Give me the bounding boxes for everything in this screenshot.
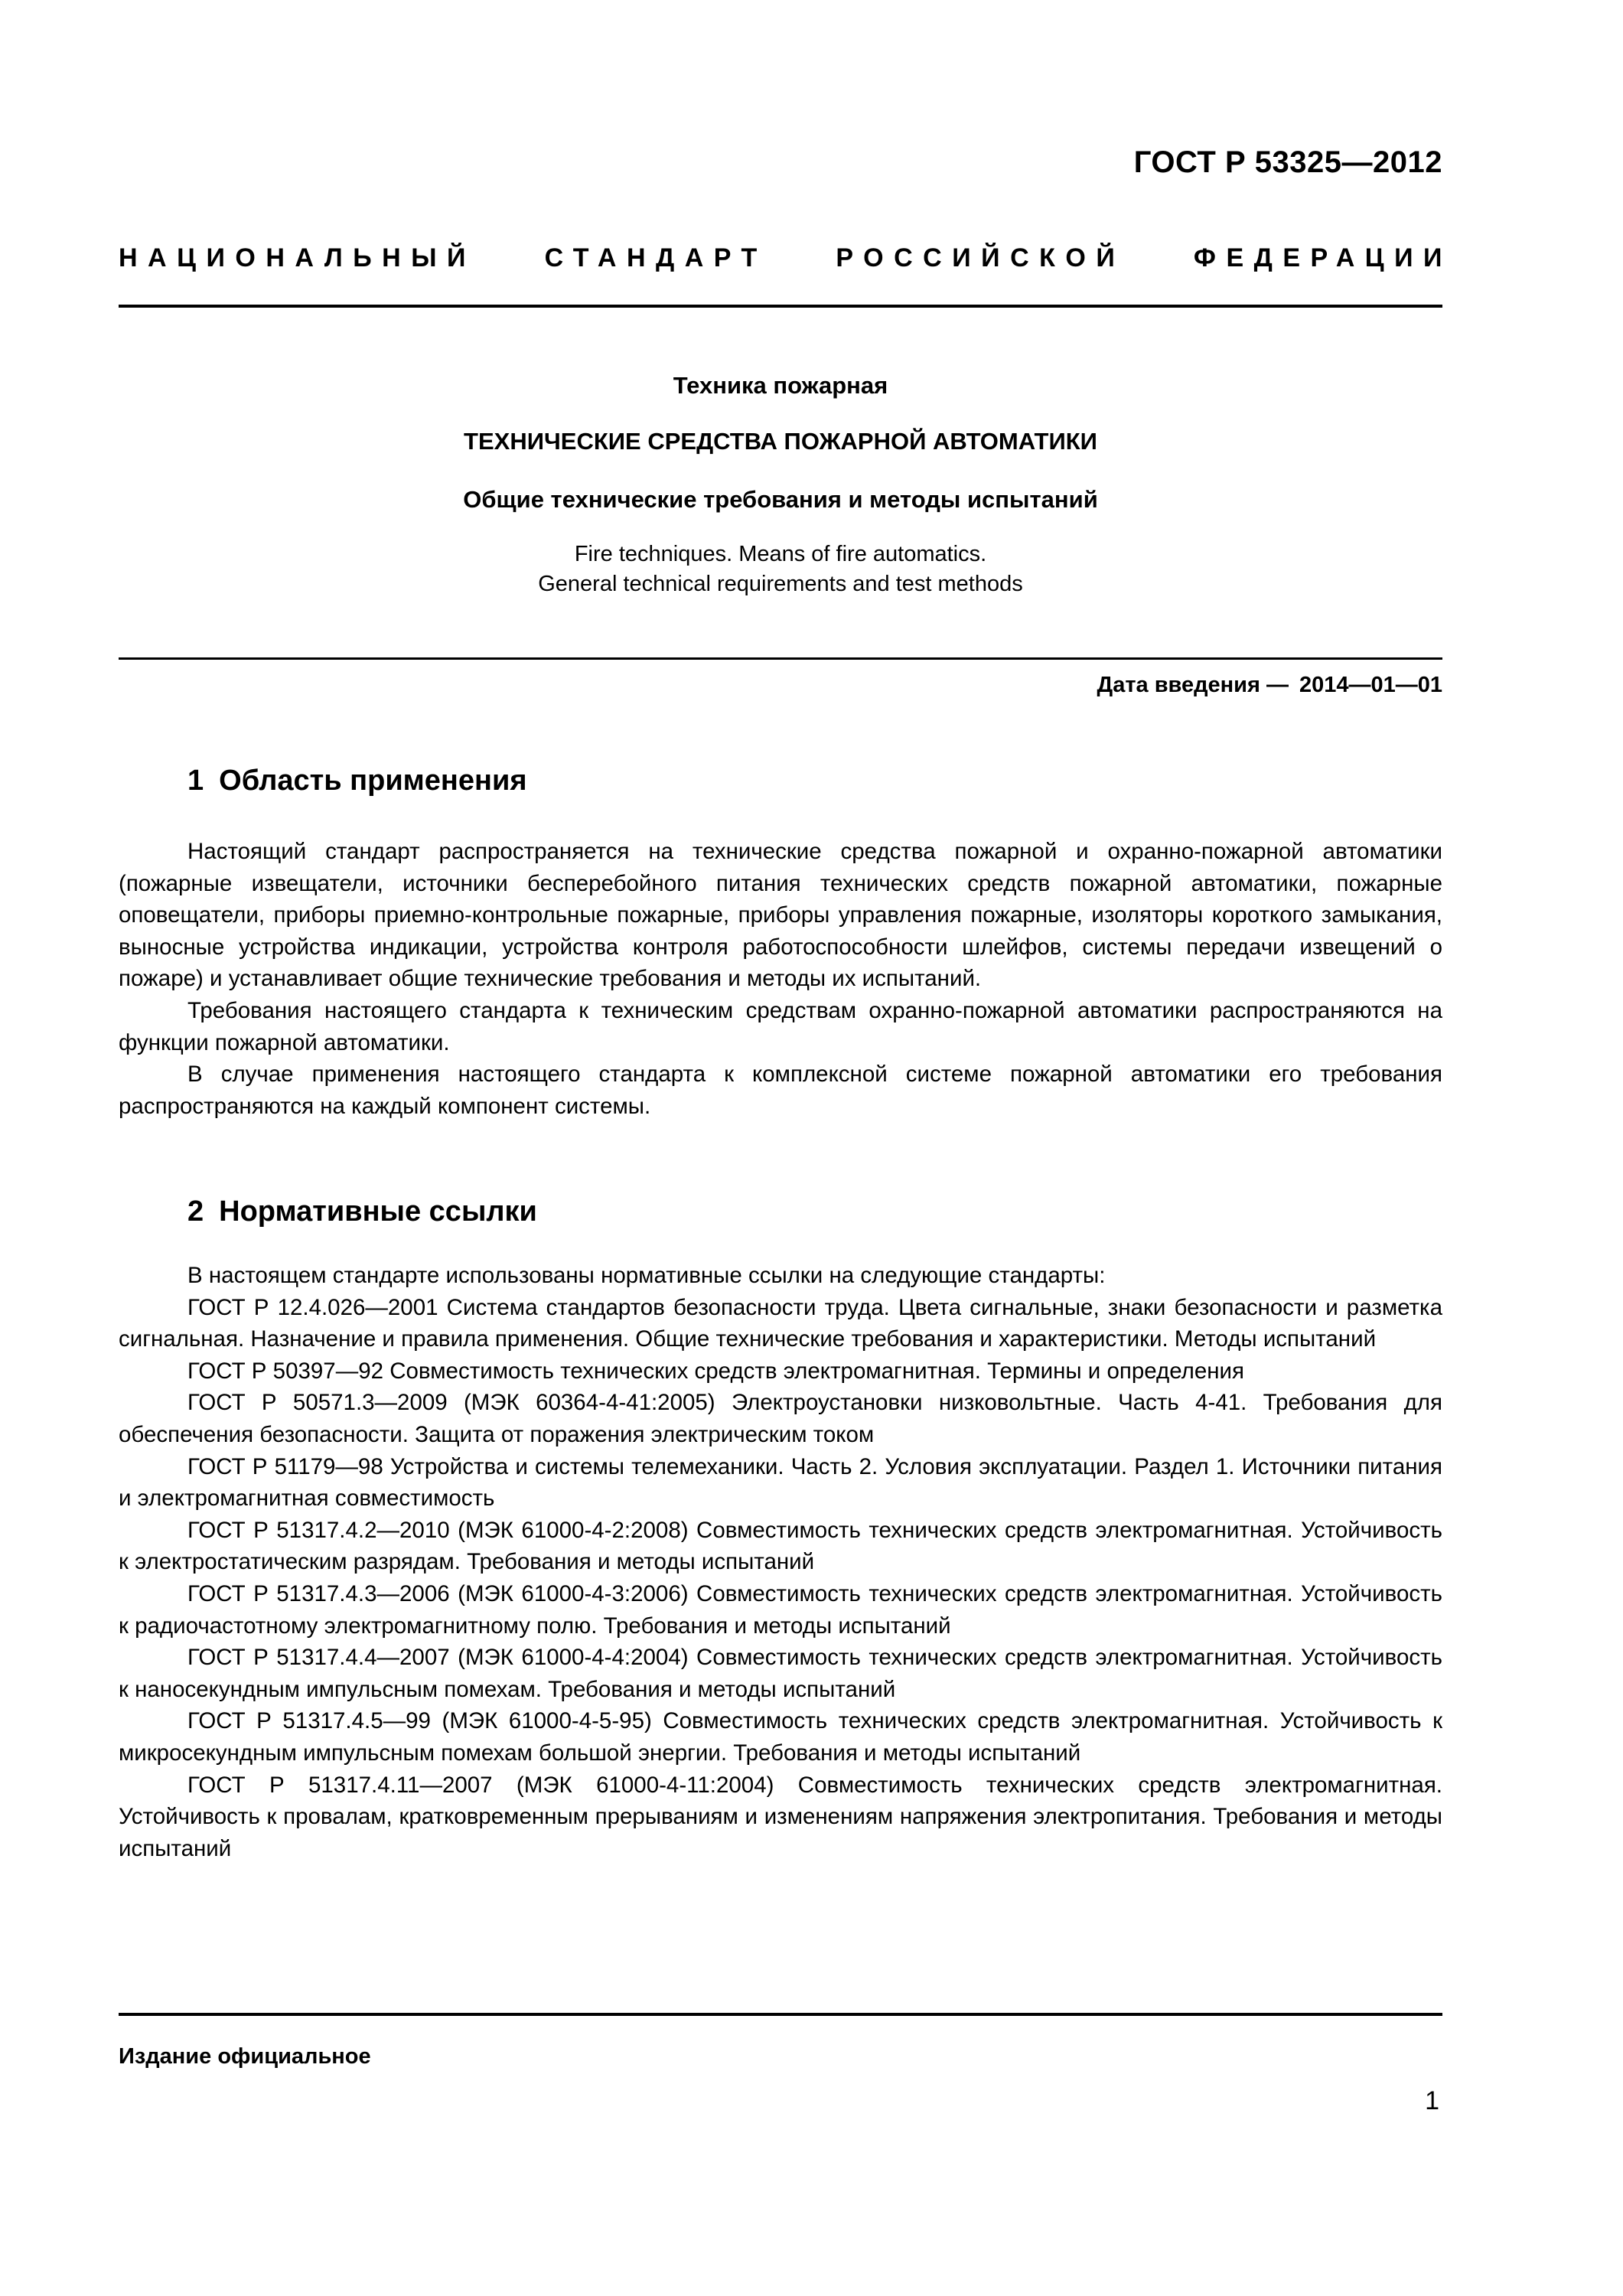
- paragraph: Требования настоящего стандарта к техническим средствам охранно-пожарной автоматики распространяются на функции пожарной автоматики.: [119, 997, 1442, 1055]
- title-category: Техника пожарная: [673, 372, 888, 399]
- national-word: СТАНДАРТ: [544, 243, 768, 272]
- national-word: РОССИЙСКОЙ: [836, 243, 1126, 272]
- reference-item: ГОСТ Р 51317.4.11—2007 (МЭК 61000-4-11:2004) Совместимость технических средств электромагнитная. Устойчивость к провалам, кратковременным прерываниям и изменениям напряжения электропитания. Требования и методы испытаний: [119, 1772, 1442, 1861]
- paragraph: В случае применения настоящего стандарта к комплексной системе пожарной автоматики его требования распространяются на каждый компонент системы.: [119, 1062, 1442, 1119]
- reference-item: ГОСТ Р 50571.3—2009 (МЭК 60364-4-41:2005) Электроустановки низковольтные. Часть 4-41. Требования для обеспечения безопасности. Защита от поражения электрическим током: [119, 1390, 1442, 1447]
- english-title-line-2: General technical requirements and test methods: [538, 572, 1023, 596]
- intro-date: [1097, 673, 1442, 698]
- title-english: [119, 540, 1442, 599]
- standard-number: ГОСТ Р 53325—2012: [1133, 145, 1442, 179]
- title-divider: [119, 657, 1442, 660]
- section-heading-2: [187, 1195, 537, 1228]
- section-2-body: [119, 1260, 1442, 1864]
- intro-date-label: Дата введения —: [1097, 673, 1289, 697]
- paragraph: Настоящий стандарт распространяется на технические средства пожарной и охранно-пожарной автоматики (пожарные извещатели, источники бесперебойного питания технических средств пожарной автоматики, пожарные оповещатели, приборы приемно-контрольные пожарные, приборы управления пожарные, изоляторы короткого замыкания, выносные устройства индикации, устройства контроля работоспособности шлейфов, системы передачи извещений о пожаре) и устанавливает общие технические требования и методы их испытаний.: [119, 839, 1442, 992]
- title-main: ТЕХНИЧЕСКИЕ СРЕДСТВА ПОЖАРНОЙ АВТОМАТИКИ: [464, 428, 1097, 455]
- section-1-body: [119, 836, 1442, 1122]
- reference-item: ГОСТ Р 51179—98 Устройства и системы телемеханики. Часть 2. Условия эксплуатации. Раздел 1. Источники питания и электромагнитная совместимость: [119, 1453, 1442, 1512]
- reference-item: ГОСТ Р 51317.4.5—99 (МЭК 61000-4-5-95) Совместимость технических средств электромагнитная. Устойчивость к микросекундным импульсным помехам большой энергии. Требования и методы испытаний: [119, 1708, 1442, 1766]
- section-title: Нормативные ссылки: [219, 1195, 537, 1228]
- title-subtitle: Общие технические требования и методы испытаний: [463, 486, 1098, 513]
- section-number: 1: [187, 765, 204, 797]
- reference-item: ГОСТ Р 50397—92 Совместимость технических средств электромагнитная. Термины и определения: [187, 1358, 1245, 1384]
- page-number: 1: [1425, 2086, 1439, 2115]
- reference-item: ГОСТ Р 12.4.026—2001 Система стандартов безопасности труда. Цвета сигнальные, знаки безопасности и разметка сигнальная. Назначение и правила применения. Общие технические требования и характеристики. Методы испытаний: [119, 1294, 1442, 1352]
- paragraph: В настоящем стандарте использованы нормативные ссылки на следующие стандарты:: [187, 1263, 1106, 1288]
- edition-label: Издание официальное: [119, 2044, 371, 2069]
- national-word: ФЕДЕРАЦИИ: [1193, 243, 1452, 272]
- reference-item: ГОСТ Р 51317.4.3—2006 (МЭК 61000-4-3:2006) Совместимость технических средств электромагнитная. Устойчивость к радиочастотному электромагнитному полю. Требования и методы испытаний: [119, 1580, 1442, 1639]
- section-number: 2: [187, 1195, 204, 1228]
- section-title: Область применения: [219, 765, 527, 797]
- section-heading-1: [187, 765, 527, 797]
- intro-date-value: 2014—01—01: [1299, 673, 1442, 697]
- english-title-line-1: Fire techniques. Means of fire automatics.: [574, 542, 987, 566]
- footer-divider: [119, 2013, 1442, 2016]
- reference-item: ГОСТ Р 51317.4.4—2007 (МЭК 61000-4-4:2004) Совместимость технических средств электромагнитная. Устойчивость к наносекундным импульсным помехам. Требования и методы испытаний: [119, 1645, 1442, 1702]
- national-standard-heading: [119, 243, 1452, 273]
- reference-item: ГОСТ Р 51317.4.2—2010 (МЭК 61000-4-2:2008) Совместимость технических средств электромагнитная. Устойчивость к электростатическим разрядам. Требования и методы испытаний: [119, 1517, 1442, 1575]
- national-word: НАЦИОНАЛЬНЫЙ: [119, 243, 476, 272]
- top-divider: [119, 305, 1442, 308]
